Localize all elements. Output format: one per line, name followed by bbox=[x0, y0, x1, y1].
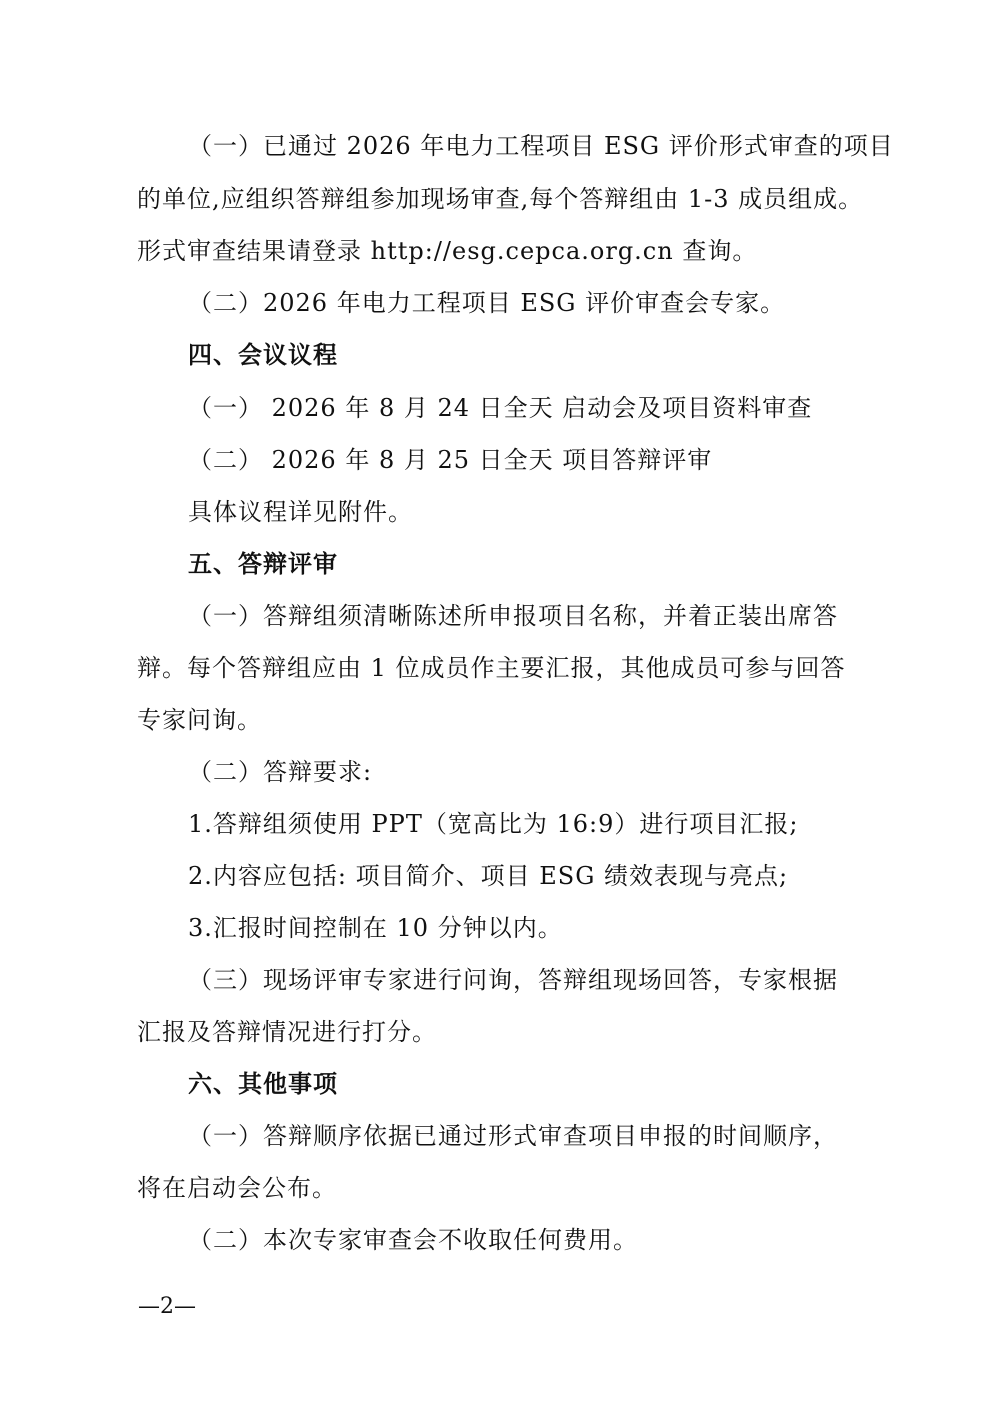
paragraph-5-2: （二）答辩要求: bbox=[188, 758, 373, 786]
paragraph-3-1-line-2: 的单位,应组织答辩组参加现场审查,每个答辩组由 1-3 成员组成。 bbox=[137, 185, 864, 213]
section-heading-agenda: 四、会议议程 bbox=[188, 341, 338, 369]
paragraph-3-1-line-3: 形式审查结果请登录 http://esg.cepca.org.cn 查询。 bbox=[137, 237, 758, 265]
paragraph-5-1-line-2: 辩。每个答辩组应由 1 位成员作主要汇报，其他成员可参与回答 bbox=[137, 654, 846, 682]
paragraph-5-3-line-2: 汇报及答辩情况进行打分。 bbox=[137, 1018, 437, 1046]
section-heading-defense-review: 五、答辩评审 bbox=[188, 550, 338, 578]
requirement-2: 2.内容应包括: 项目简介、项目 ESG 绩效表现与亮点; bbox=[188, 862, 789, 890]
paragraph-6-1-line-1: （一）答辩顺序依据已通过形式审查项目申报的时间顺序， bbox=[188, 1122, 838, 1150]
agenda-note: 具体议程详见附件。 bbox=[188, 498, 413, 526]
paragraph-6-2: （二）本次专家审查会不收取任何费用。 bbox=[188, 1226, 638, 1254]
page-number: —2— bbox=[138, 1294, 196, 1319]
paragraph-3-2: （二）2026 年电力工程项目 ESG 评价审查会专家。 bbox=[188, 289, 786, 317]
paragraph-5-3-line-1: （三）现场评审专家进行问询，答辩组现场回答，专家根据 bbox=[188, 966, 838, 994]
section-heading-other-matters: 六、其他事项 bbox=[188, 1070, 338, 1098]
requirement-1: 1.答辩组须使用 PPT（宽高比为 16:9）进行项目汇报; bbox=[188, 810, 799, 838]
paragraph-5-1-line-3: 专家问询。 bbox=[137, 706, 262, 734]
agenda-item-2: （二） 2026 年 8 月 25 日全天 项目答辩评审 bbox=[188, 446, 713, 474]
agenda-item-1: （一） 2026 年 8 月 24 日全天 启动会及项目资料审查 bbox=[188, 394, 813, 422]
paragraph-5-1-line-1: （一）答辩组须清晰陈述所申报项目名称，并着正装出席答 bbox=[188, 602, 838, 630]
paragraph-3-1-line-1: （一）已通过 2026 年电力工程项目 ESG 评价形式审查的项目 bbox=[188, 132, 894, 160]
paragraph-6-1-line-2: 将在启动会公布。 bbox=[137, 1174, 337, 1202]
requirement-3: 3.汇报时间控制在 10 分钟以内。 bbox=[188, 914, 563, 942]
